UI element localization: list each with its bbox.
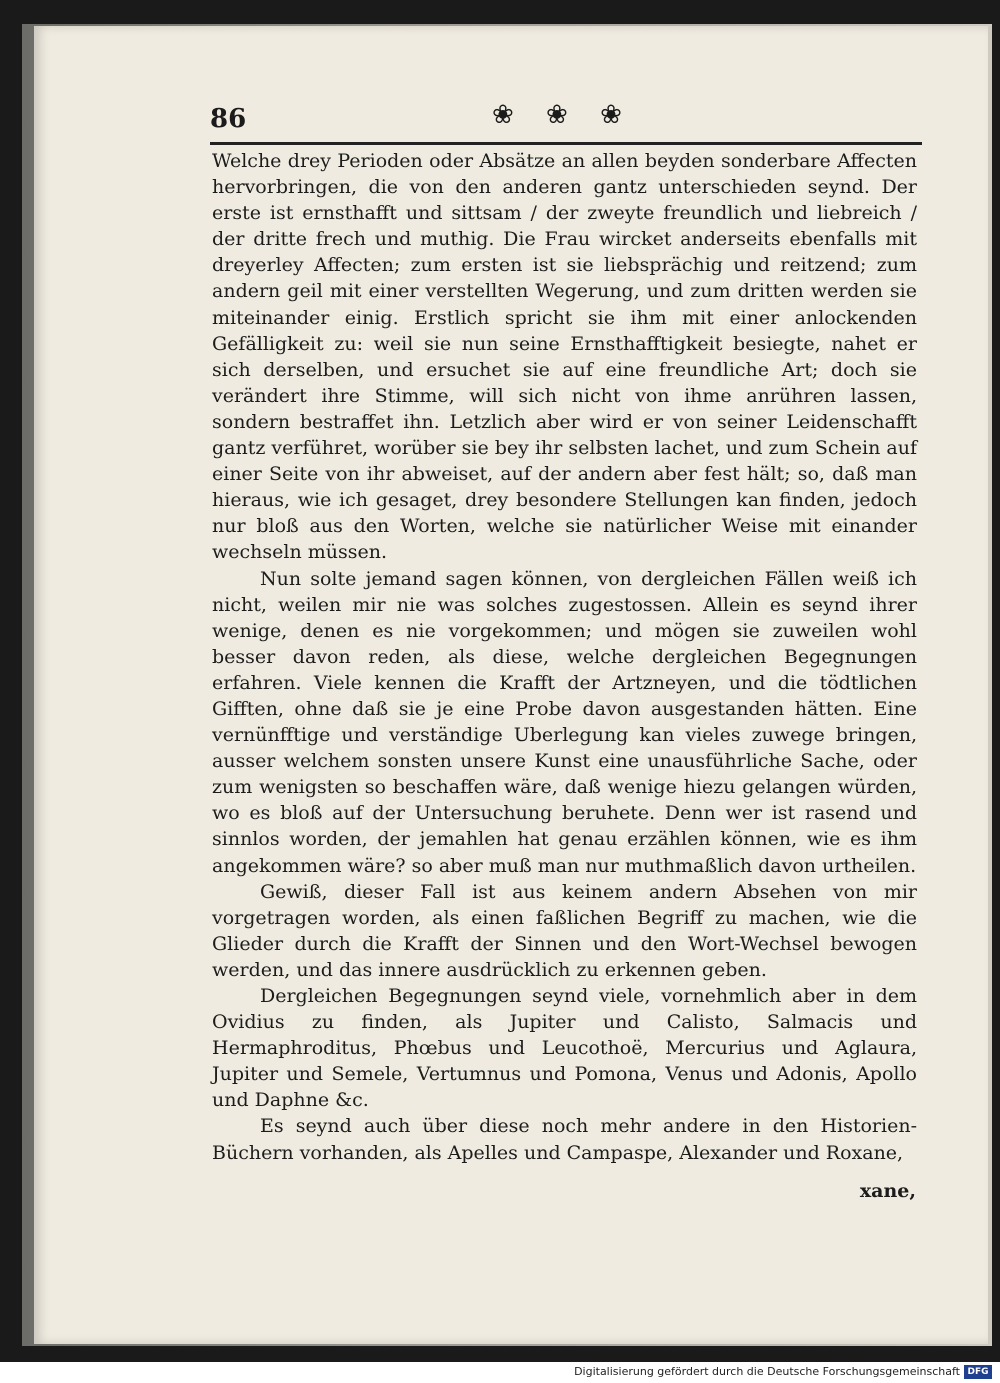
header-rule [210, 142, 922, 145]
catchword: xane, [859, 1180, 916, 1202]
paragraph-2: Nun solte jemand sagen können, von dergleichen Fällen weiß ich nicht, weilen mir nie was solches zugestossen. Allein es seynd ihrer wenige, denen es nie vorgekommen; und mögen sie zuweilen wohl besser davon reden, als diese, welche dergleichen Begegnungen erfahren. Viele kennen die Krafft der Artzneyen, und die tödtlichen Gifften, ohne daß sie je eine Probe davon ausgestanden hätten. Eine vernünfftige und verständige Uberlegung kan vieles zuwege bringen, ausser welchem sonsten unsere Kunst eine unausführliche Sache, oder zum wenigsten so beschaffen wäre, daß wenige hiezu gelangen würden, wo es bloß auf der Untersuchung beruhete. Denn wer ist rasend und sinnlos worden, der jemahlen hat genau erzählen können, wie es ihm angekommen wäre? so aber muß man nur muthmaßlich davon urtheilen. [212, 567, 917, 877]
dfg-logo-icon: DFG [964, 1365, 992, 1379]
page-number: 86 [210, 104, 247, 134]
body-text [212, 148, 917, 1166]
paragraph-5: Es seynd auch über diese noch mehr andere in den Historien-Büchern vorhanden, als Apelles und Campaspe, Alexander und Roxane, [212, 1115, 917, 1164]
paragraph-4: Dergleichen Begegnungen seynd viele, vornehmlich aber in dem Ovidius zu finden, als Jupiter und Calisto, Salmacis und Hermaphroditus, Phœbus und Leucothoë, Mercurius und Aglaura, Jupiter und Semele, Vertumnus und Pomona, Venus und Adonis, Apollo und Daphne &c. [212, 985, 917, 1112]
page-header [210, 100, 922, 140]
ornament-icon: ❀ ❀ ❀ [492, 100, 634, 130]
footer [0, 1362, 1000, 1383]
footer-credit: Digitalisierung gefördert durch die Deutsche Forschungsgemeinschaft [574, 1365, 960, 1378]
paragraph-1: Welche drey Perioden oder Absätze an allen beyden sonderbare Affecten hervorbringen, die von den anderen gantz unterschieden seynd. Der erste ist ernsthafft und sittsam / der zweyte freundlich und liebreich / der dritte frech und muthig. Die Frau wircket anderseits ebenfalls mit dreyerley Affecten; zum ersten ist sie liebsprächig und reitzend; zum andern geil mit einer verstellten Wegerung, und zum dritten werden sie miteinander einig. Erstlich spricht sie ihm mit einer anlockenden Gefälligkeit zu: weil sie nun seine Ernsthafftigkeit besiegte, nahet er sich derselben, und ersuchet sie auf eine freundliche Art; doch sie verändert ihre Stimme, will sich nicht von ihme anrühren lassen, sondern bestraffet ihn. Letzlich aber wird er von seiner Leidenschafft gantz verführet, worüber sie bey ihr selbsten lachet, und zum Schein auf einer Seite von ihr abweiset, auf der andern aber fest hält; so, daß man hieraus, wie ich gesaget, drey besondere Stellungen kan finden, jedoch nur bloß aus den Worten, welche sie natürlicher Weise mit einander wechseln müssen. [212, 150, 917, 564]
paragraph-3: Gewiß, dieser Fall ist aus keinem andern Absehen von mir vorgetragen worden, als einen faßlichen Begriff zu machen, wie die Glieder durch die Krafft der Sinnen und den Wort-Wechsel bewogen werden, und das innere ausdrücklich zu erkennen geben. [212, 880, 917, 981]
